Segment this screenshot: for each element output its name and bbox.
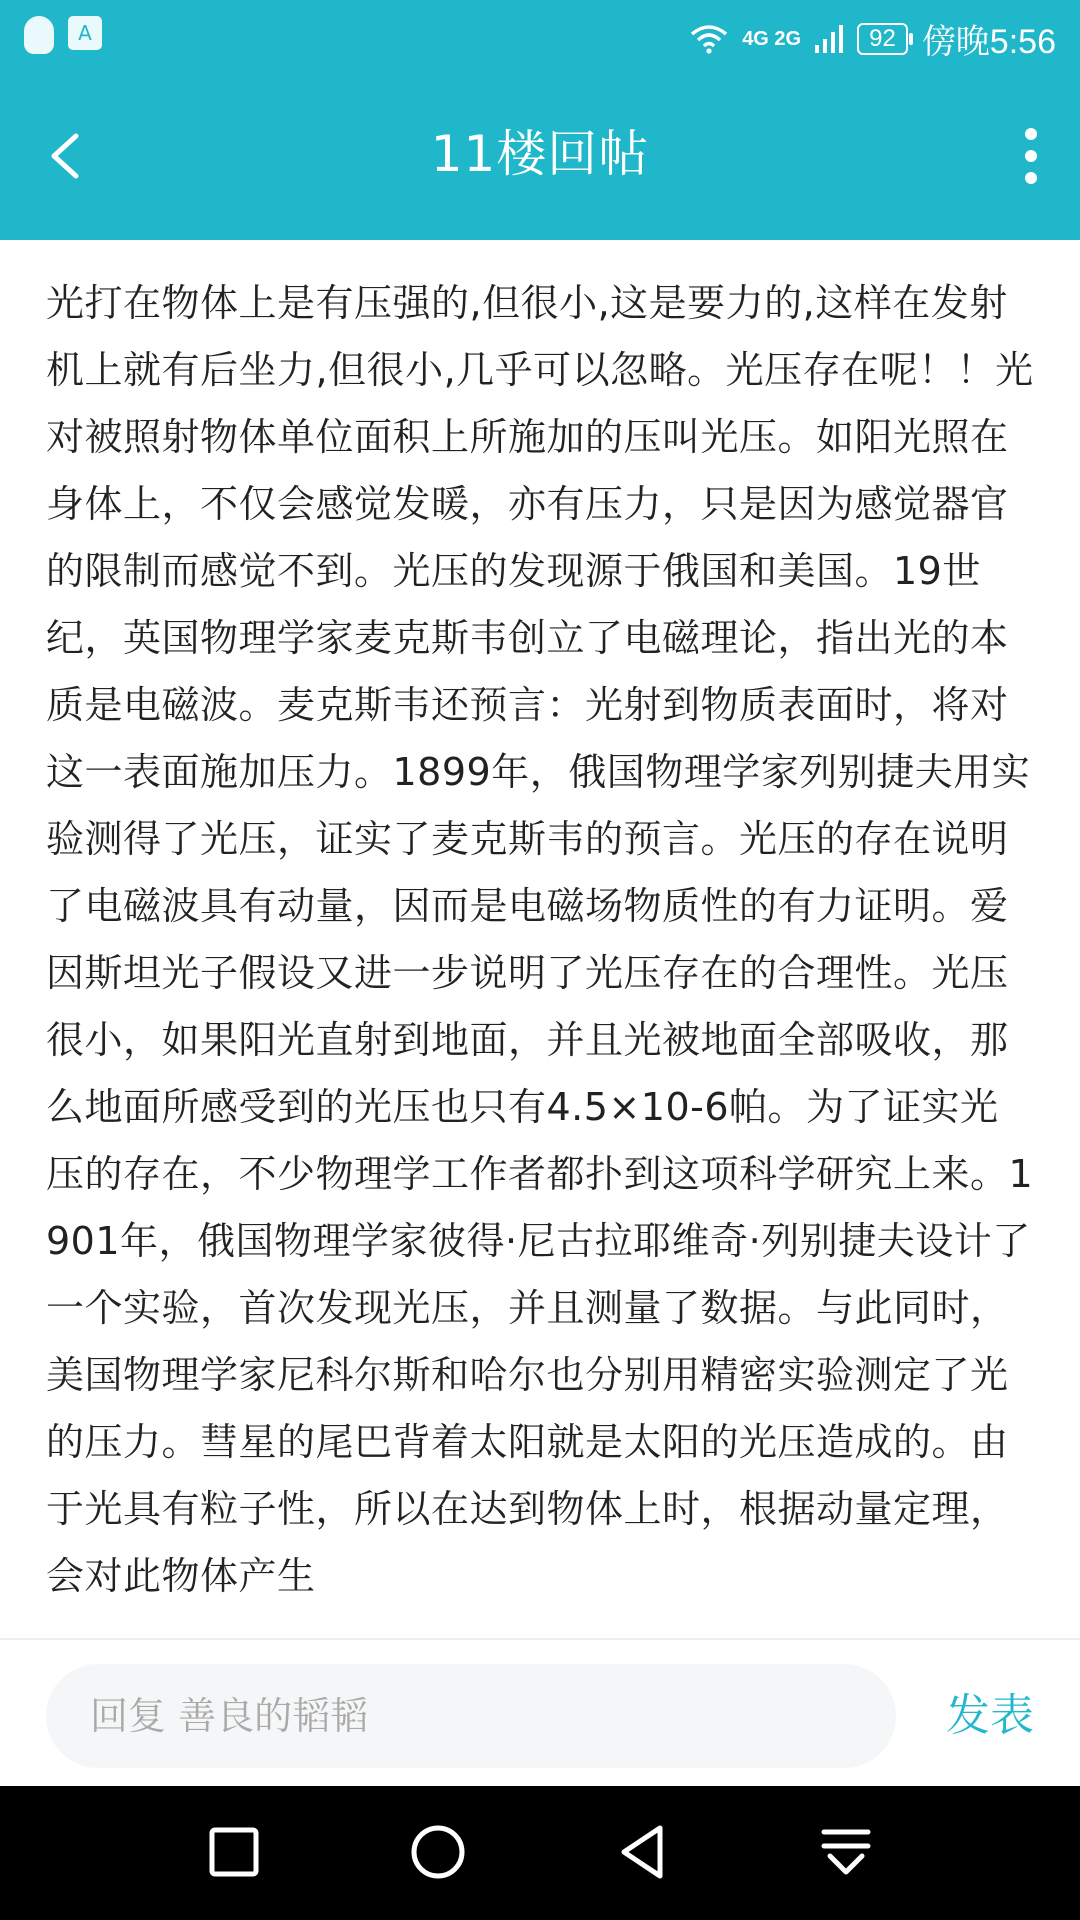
wifi-icon xyxy=(690,24,728,54)
pull-down-icon xyxy=(810,1816,882,1888)
status-right xyxy=(690,14,1056,63)
status-bar xyxy=(0,0,1080,72)
recent-apps-button[interactable] xyxy=(198,1816,270,1888)
network-type: 4G 2G xyxy=(742,27,802,50)
reply-input[interactable] xyxy=(46,1664,896,1768)
square-icon xyxy=(198,1816,270,1888)
notification-pulldown-button[interactable] xyxy=(810,1816,882,1888)
page-header xyxy=(0,72,1080,240)
battery-indicator: 92 xyxy=(857,23,908,55)
reply-bar xyxy=(0,1640,1080,1786)
status-time: 傍晚5:56 xyxy=(921,23,1056,61)
more-vertical-icon xyxy=(1016,126,1046,186)
app-top-bar xyxy=(0,0,1080,240)
qq-icon xyxy=(24,16,54,54)
reply-content[interactable] xyxy=(46,270,1036,1636)
signal-strength-icon xyxy=(815,25,843,53)
more-options-button[interactable] xyxy=(1016,126,1046,186)
publish-button[interactable]: 发表 xyxy=(946,1690,1034,1741)
page-title: 11楼回帖 xyxy=(430,125,650,183)
triangle-back-icon xyxy=(606,1816,678,1888)
system-nav-bar xyxy=(0,1786,1080,1920)
home-button[interactable] xyxy=(402,1816,474,1888)
circle-icon xyxy=(402,1816,474,1888)
reply-body-text: 光打在物体上是有压强的,但很小,这是要力的,这样在发射机上就有后坐力,但很小,几乎可以忽略。光压存在呢！！光对被照射物体单位面积上所施加的压叫光压。如阳光照在身体上，不仅会感觉发暖，亦有压力，只是因为感觉器官的限制而感觉不到。光压的发现源于俄国和美国。19世纪，英国物理学家麦克斯韦创立了电磁理论，指出光的本质是电磁波。麦克斯韦还预言：光射到物质表面时，将对这一表面施加压力。1899年，俄国物理学家列别捷夫用实验测得了光压，证实了麦克斯韦的预言。光压的存在说明了电磁波具有动量，因而是电磁场物质性的有力证明。爱因斯坦光子假设又进一步说明了光压存在的合理性。光压很小，如果阳光直射到地面，并且光被地面全部吸收，那么地面所感受到的光压也只有4.5×10-6帕。为了证实光压的存在，不少物理学工作者都扑到这项科学研究上来。1901年，俄国物理学家彼得·尼古拉耶维奇·列别捷夫设计了一个实验，首次发现光压，并且测量了数据。与此同时，美国物理学家尼科尔斯和哈尔也分别用精密实验测定了光的压力。彗星的尾巴背着太阳就是太阳的光压造成的。由于光具有粒子性，所以在达到物体上时，根据动量定理，会对此物体产生 xyxy=(46,281,1034,1598)
back-nav-button[interactable] xyxy=(606,1816,678,1888)
status-left-icons xyxy=(24,16,102,54)
app-a-icon: A xyxy=(68,16,102,50)
